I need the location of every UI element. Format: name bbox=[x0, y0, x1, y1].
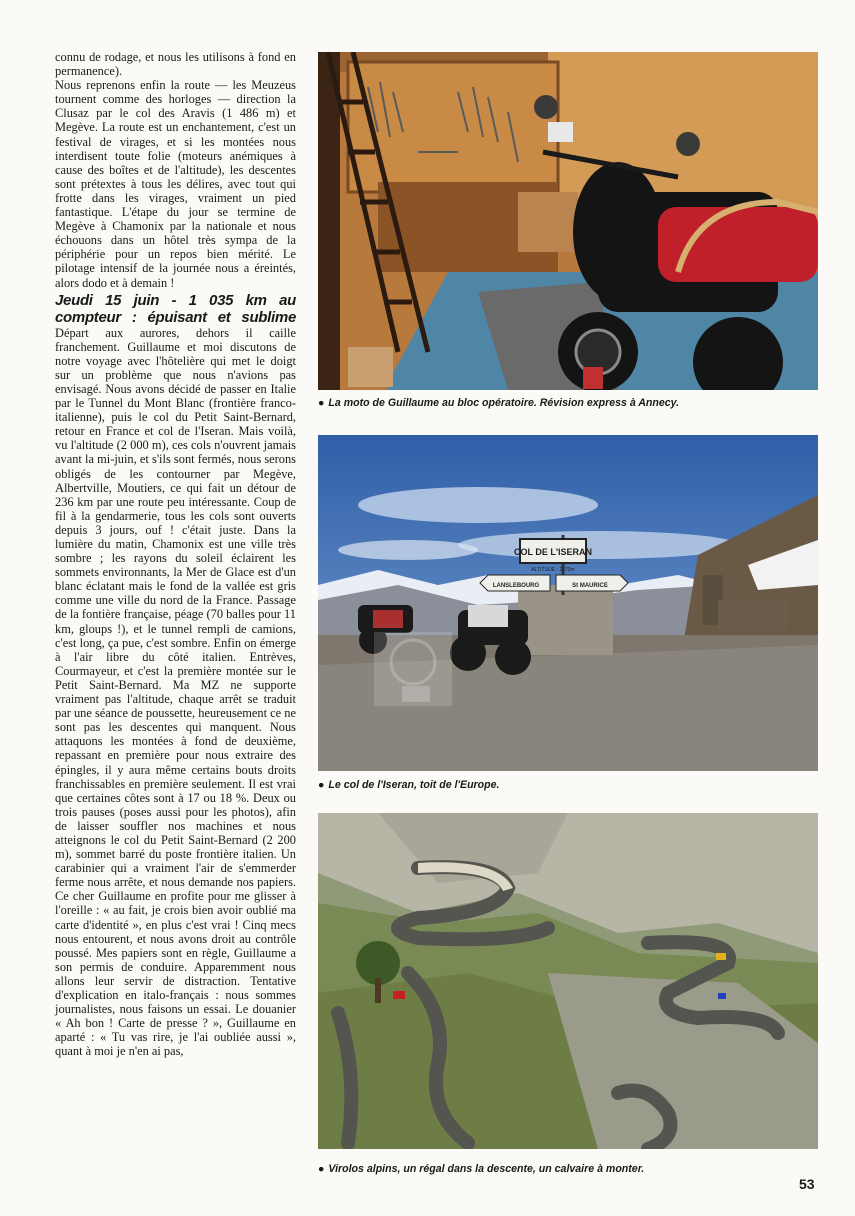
photo-workshop-motorcycle bbox=[318, 52, 818, 390]
article-paragraph-2: Nous reprenons enfin la route — les Meuzeus tournent comme des horloges — direction la Clusaz par le col des Aravis (1 486 m) et Megève. La route est un enchantement, c'est un festival de virages, et si les montées nous interdisent toute folie (moteurs anémiques à cause des boîtes et de l'altitude), les descentes sont prétextes à tous les délires, avec tout qui frotte dans les virages, vraiment un pied fantastique. L'étape du jour se termine de Megève à Chamonix par la nationale et nous échouons dans un hôtel très sympa de la périphérie pour un repos bien mérité. Le pilotage intensif de la journée nous a éreintés, alors dodo et à demain ! bbox=[55, 78, 296, 290]
section-heading: Jeudi 15 juin - 1 035 km au compteur : épuisant et sublime bbox=[55, 291, 296, 326]
caption-photo-3 bbox=[318, 1163, 818, 1175]
caption-photo-1 bbox=[318, 397, 818, 409]
sign-title: COL DE L'ISERAN bbox=[514, 547, 592, 557]
article-paragraph-1: connu de rodage, et nous les utilisons à fond en permanence). bbox=[55, 50, 296, 79]
caption-text: La moto de Guillaume au bloc opératoire. Révision express à Annecy. bbox=[328, 397, 680, 409]
bullet-icon: ● bbox=[318, 1163, 325, 1175]
section-body: Départ aux aurores, dehors il caille franchement. Guillaume et moi discutons de notre voyage avec l'hôtelière qui met le doigt sur un problème que nous n'avions pas envisagé. Nous avons décidé de passer en Italie par le Tunnel du Mont Blanc (frontière franco-italienne), puis le col du Petit Saint-Bernard, retour en France et col de l'Iseran. Mais voilà, vu l'altitude (2 000 m), ces cols n'ouvrent jamais avant la mi-juin, et s'ils sont fermés, nous serons obligés de les contourner par Megève, Albertville, Moutiers, ce qui fait un détour de 236 km par une route peu intéressante. Coup de fil à la gendarmerie, tous les cols sont ouverts depuis 3 jours, ouf ! c'était juste. Dans la lumière du matin, Chamonix est une ville très sombre ; les rayons du soleil éclairent les sommets environnants, la Mer de Glace est d'un blanc éclatant mais le fond de la vallée est gris comme une ville du nord de la France. Passage de la fontière française, péage (70 balles pour 11 km, gloups !), et le tunnel rempli de camions, c'est long, ça pue, c'est sombre. Enfin on émerge à l'air libre du côté italien. Entrèves, Courmayeur, et c'est la première montée sur le Petit Saint-Bernard. Ma MZ ne supporte vraiment pas l'altitude, chaque arrêt se traduit par une séance de poussette, heureusement ce ne sont pas les descentes qui manquent. Nous attaquons les montées à fond de deuxième, repassant en première pour nous extraire des épingles, il y aura même certains bouts droits franchissables en première seulement. Il est vrai que certaines côtes sont à 17 ou 18 %. Deux ou trois pauses (poses aussi pour les photos), afin de laisser souffler nos machines et nous atteignons le col du Petit Saint-Bernard (2 200 m), sommet barré du poste frontière italien. Un carabinier qui a vraiment l'air de s'emmerder ferme nous arrête, et nous demande nos papiers. Ce cher Guillaume en profite pour me glisser à l'oreille : « au fait, je crois bien avoir oublié ma carte d'identité », en plus c'est vrai ! Cinq mecs nous entourent, et nous avons droit au contrôle poussé. Mes papiers sont en règle, Guillaume a son permis de conduire. Apparemment nous allons leur servir de distraction. Tentative d'explication en italo-français : nous sommes journalistes, nous faisons un essai. Le douanier « Ah bon ! Carte de presse ? », Guillaume en aparté : « Tu vas rire, je l'ai oubliée aussi », quant à moi je n'en ai pas, bbox=[55, 325, 296, 1059]
bullet-icon: ● bbox=[318, 397, 325, 409]
sign-left-arrow: LANSLEBOURG bbox=[492, 583, 540, 589]
photo-col-iseran bbox=[318, 435, 818, 771]
caption-photo-2 bbox=[318, 779, 818, 791]
bullet-icon: ● bbox=[318, 779, 325, 791]
article-column bbox=[55, 50, 296, 1058]
caption-text: Le col de l'Iseran, toit de l'Europe. bbox=[328, 779, 500, 791]
page-number: 53 bbox=[799, 1176, 815, 1192]
photo-alpine-hairpins bbox=[318, 813, 818, 1149]
sign-altitude: ALTITUDE : 2770m bbox=[531, 567, 575, 573]
caption-text: Virolos alpins, un régal dans la descente, un calvaire à monter. bbox=[328, 1163, 645, 1175]
watermark-logo bbox=[372, 630, 454, 708]
sign-right-arrow: St MAURICE bbox=[572, 583, 608, 589]
article-section bbox=[55, 292, 296, 1059]
